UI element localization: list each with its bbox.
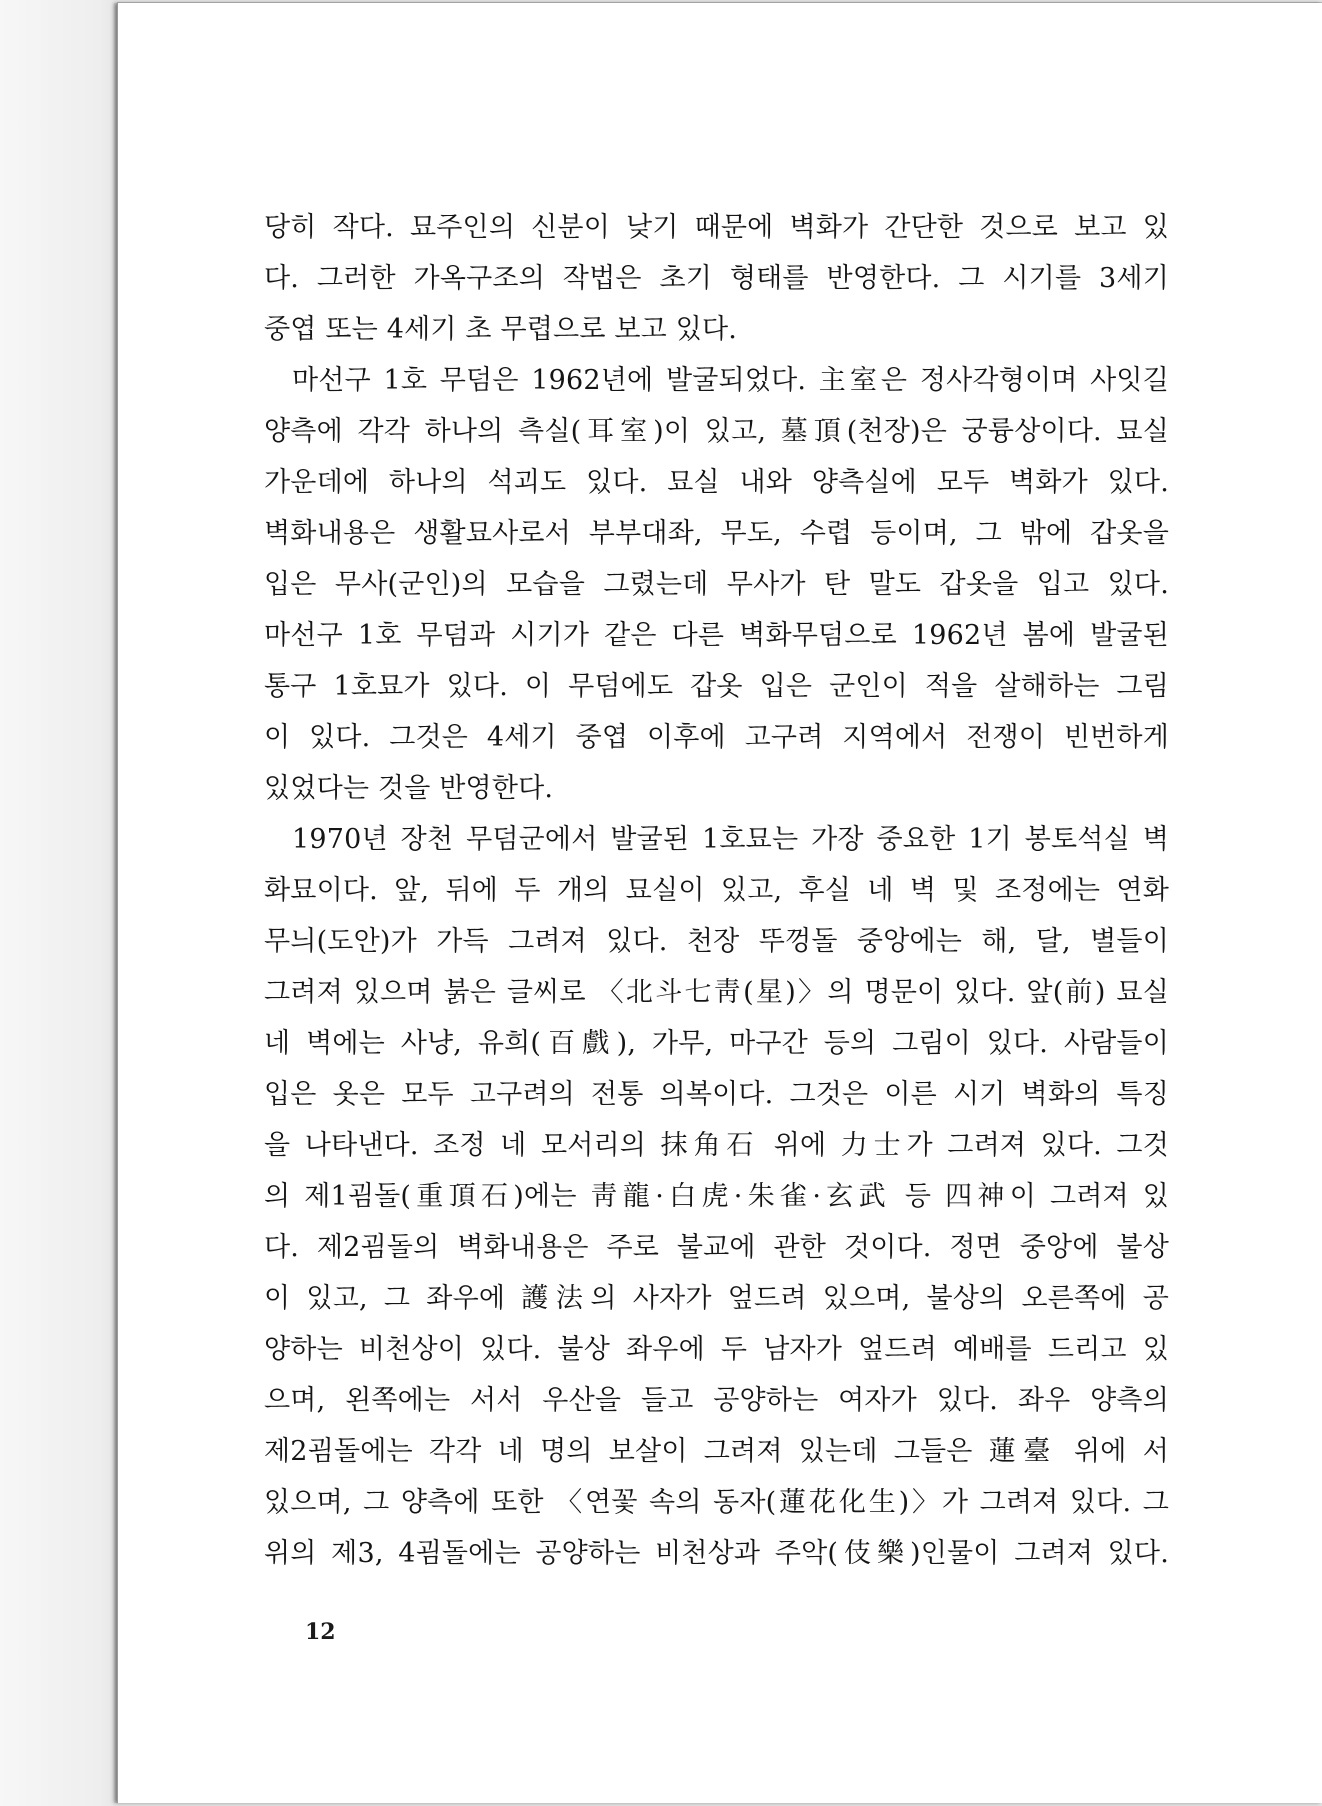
text-line: 양하는 비천상이 있다. 불상 좌우에 두 남자가 엎드려 예배를 드리고 있 [264,1334,1169,1365]
text-line: 마선구 1호 무덤과 시기가 같은 다른 벽화무덤으로 1962년 봄에 발굴된 [264,620,1169,651]
text-line: 위의 제3, 4굄돌에는 공양하는 비천상과 주악(伎樂)인물이 그려져 있다. [264,1538,1169,1569]
text-line: 네 벽에는 사냥, 유희(百戲), 가무, 마구간 등의 그림이 있다. 사람들이 [264,1028,1169,1059]
text-line: 을 나타낸다. 조정 네 모서리의 抹角石 위에 力士가 그려져 있다. 그것 [264,1130,1169,1161]
text-line: 입은 옷은 모두 고구려의 전통 의복이다. 그것은 이른 시기 벽화의 특징 [264,1079,1169,1110]
text-line: 무늬(도안)가 가득 그려져 있다. 천장 뚜껑돌 중앙에는 해, 달, 별들이 [264,926,1169,957]
text-line: 제2굄돌에는 각각 네 명의 보살이 그려져 있는데 그들은 蓮臺 위에 서 [264,1436,1169,1467]
text-line: 벽화내용은 생활묘사로서 부부대좌, 무도, 수렵 등이며, 그 밖에 갑옷을 [264,518,1169,549]
text-line: 이 있다. 그것은 4세기 중엽 이후에 고구려 지역에서 전쟁이 빈번하게 [264,722,1169,753]
text-line: 다. 제2굄돌의 벽화내용은 주로 불교에 관한 것이다. 정면 중앙에 불상 [264,1232,1169,1263]
text-line: 다. 그러한 가옥구조의 작법은 초기 형태를 반영한다. 그 시기를 3세기 [264,263,1169,294]
body-text [264,202,1169,1579]
text-line: 그려져 있으며 붉은 글씨로 〈北斗七靑(星)〉의 명문이 있다. 앞(前) 묘실 [264,977,1169,1008]
text-line: 있었다는 것을 반영한다. [264,773,554,804]
page-number: 12 [305,1619,336,1645]
text-line: 중엽 또는 4세기 초 무렵으로 보고 있다. [264,314,738,345]
text-line: 마선구 1호 무덤은 1962년에 발굴되었다. 主室은 정사각형이며 사잇길 [292,365,1169,396]
text-line: 1970년 장천 무덤군에서 발굴된 1호묘는 가장 중요한 1기 봉토석실 벽 [292,824,1169,855]
text-line: 당히 작다. 묘주인의 신분이 낮기 때문에 벽화가 간단한 것으로 보고 있 [264,212,1169,243]
text-line: 으며, 왼쪽에는 서서 우산을 들고 공양하는 여자가 있다. 좌우 양측의 [264,1385,1169,1416]
text-line: 가운데에 하나의 석괴도 있다. 묘실 내와 양측실에 모두 벽화가 있다. [264,467,1169,498]
text-line: 있으며, 그 양측에 또한 〈연꽃 속의 동자(蓮花化生)〉가 그려져 있다. 그 [264,1487,1169,1518]
text-line: 화묘이다. 앞, 뒤에 두 개의 묘실이 있고, 후실 네 벽 및 조정에는 연화 [264,875,1169,906]
text-line: 통구 1호묘가 있다. 이 무덤에도 갑옷 입은 군인이 적을 살해하는 그림 [264,671,1169,702]
text-line: 이 있고, 그 좌우에 護法의 사자가 엎드려 있으며, 불상의 오른쪽에 공 [264,1283,1169,1314]
text-line: 의 제1굄돌(重頂石)에는 靑龍·白虎·朱雀·玄武 등 四神이 그려져 있 [264,1181,1169,1212]
text-line: 입은 무사(군인)의 모습을 그렸는데 무사가 탄 말도 갑옷을 입고 있다. [264,569,1169,600]
text-line: 양측에 각각 하나의 측실(耳室)이 있고, 墓頂(천장)은 궁륭상이다. 묘실 [264,416,1169,447]
